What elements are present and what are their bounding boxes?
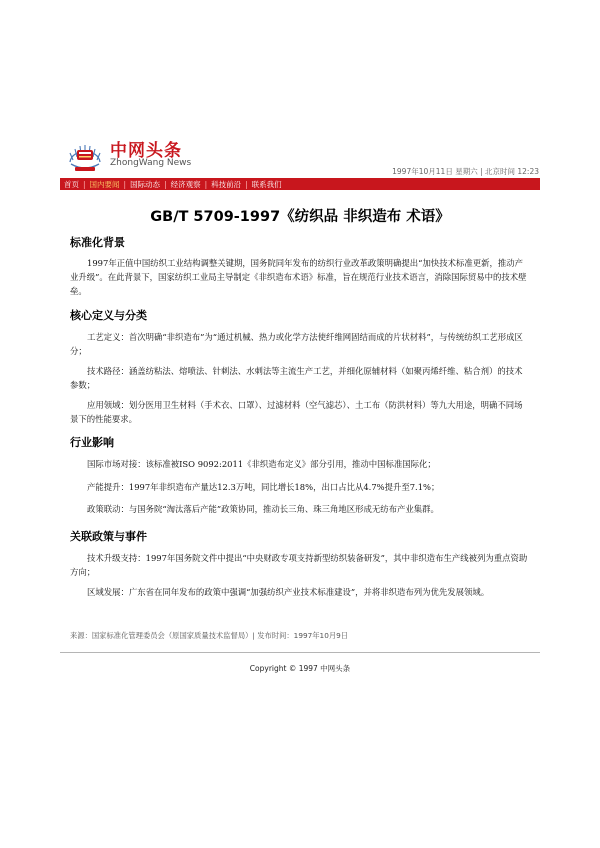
nav-item-domestic[interactable]: 国内要闻 bbox=[89, 179, 120, 189]
footer-divider bbox=[60, 652, 540, 653]
paragraph: 产能提升：1997年非织造布产量达12.3万吨，同比增长18%，出口占比从4.7%提升至7.1%； bbox=[87, 482, 440, 492]
paragraph: 技术升级支持：1997年国务院文件中提出“中央财政专项支持新型纺织装备研发”，其中非织造布生产线被列为重点资助方向； bbox=[70, 553, 528, 577]
paragraph: 区域发展：广东省在同年发布的政策中强调“加强纺织产业技术标准建设”，并将非织造布列为优先发展领域。 bbox=[87, 587, 490, 597]
nav-separator: | bbox=[83, 179, 86, 189]
dateline: 1997年10月11日 星期六 | 北京时间 12:23 bbox=[392, 167, 539, 176]
paragraph: 1997年正值中国纺织工业结构调整关键期，国务院同年发布的纺织行业改革政策明确提出“加快技术标准更新，推动产业升级”。在此背景下，国家纺织工业局主导制定《非织造布术语》标准，旨在规范行业技术语言，消除国际贸易中的技术壁垒。 bbox=[70, 258, 527, 296]
copyright-notice: Copyright © 1997 中网头条 bbox=[249, 664, 351, 673]
section-heading-policy: 关联政策与事件 bbox=[70, 530, 147, 543]
nav-separator: | bbox=[245, 179, 248, 189]
paragraph: 技术路径：涵盖纺粘法、熔喷法、针刺法、水刺法等主流生产工艺，并细化原辅材料（如聚丙烯纤维、粘合剂）的技术参数； bbox=[70, 366, 523, 390]
nav-item-home[interactable]: 首页 bbox=[64, 179, 79, 189]
article-source: 来源：国家标准化管理委员会（原国家质量技术监督局）| 发布时间：1997年10月9日 bbox=[70, 631, 349, 640]
paragraph: 政策联动：与国务院“淘汰落后产能”政策协同，推动长三角、珠三角地区形成无纺布产业集群。 bbox=[87, 504, 439, 514]
paragraph: 工艺定义：首次明确“非织造布”为“通过机械、热力或化学方法使纤维网固结而成的片状材料”，与传统纺织工艺形成区分； bbox=[70, 332, 523, 356]
section-heading-background: 标准化背景 bbox=[70, 236, 125, 249]
paragraph: 国际市场对接：该标准被ISO 9092:2011《非织造布定义》部分引用，推动中国标准国际化； bbox=[87, 459, 436, 469]
nav-separator: | bbox=[123, 179, 127, 189]
title-standard-name: 《纺织品 非织造布 术语》 bbox=[280, 208, 450, 225]
nav-item-contact[interactable]: 联系我们 bbox=[251, 179, 282, 189]
news-logo-icon[interactable] bbox=[66, 138, 104, 174]
nav-item-economy[interactable]: 经济观察 bbox=[170, 179, 201, 189]
nav-item-international[interactable]: 国际动态 bbox=[130, 179, 161, 189]
logo-english-name: ZhongWang News bbox=[110, 158, 192, 168]
paragraph: 应用领域：划分医用卫生材料（手术衣、口罩）、过滤材料（空气滤芯）、土工布（防洪材料）等九大用途，明确不同场景下的性能要求。 bbox=[70, 400, 523, 424]
section-heading-impact: 行业影响 bbox=[70, 436, 114, 449]
section-heading-definitions: 核心定义与分类 bbox=[70, 309, 147, 322]
main-nav bbox=[60, 178, 540, 190]
title-standard-code: GB/T 5709-1997 bbox=[150, 209, 281, 225]
logo-chinese-name: 中网头条 bbox=[110, 141, 182, 161]
nav-item-technology[interactable]: 科技前沿 bbox=[211, 179, 242, 189]
masthead bbox=[66, 138, 546, 178]
nav-separator: | bbox=[204, 179, 208, 189]
nav-separator: | bbox=[164, 179, 167, 189]
article-title bbox=[60, 205, 540, 226]
